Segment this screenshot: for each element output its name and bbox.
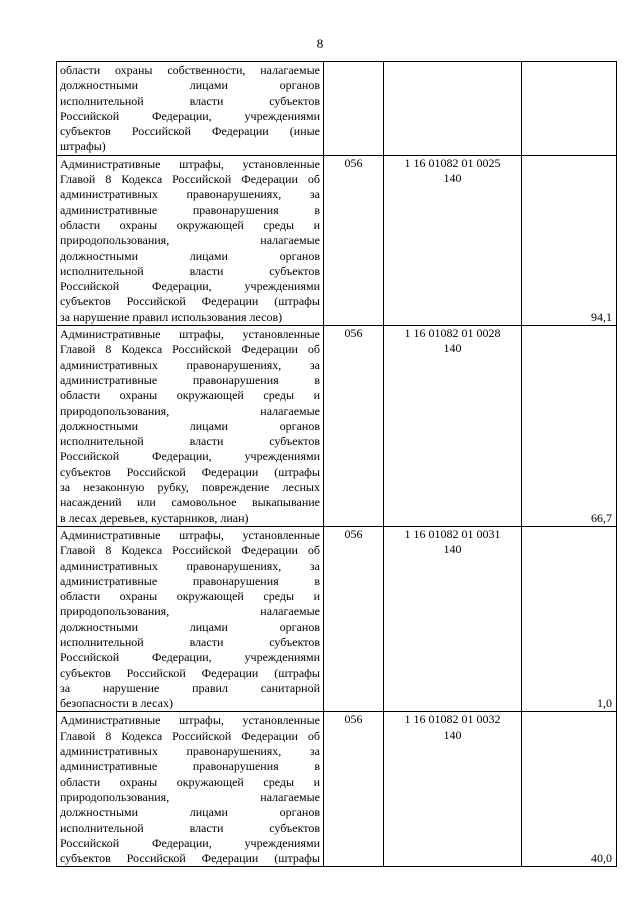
description-line: Главой 8 Кодекса Российской Федерации об xyxy=(60,342,320,357)
description-line: исполнительной власти субъектов xyxy=(60,263,320,278)
budget-code-line: 140 xyxy=(443,542,462,557)
description-line: исполнительной власти субъектов xyxy=(60,434,320,449)
description-line: области охраны окружающей среды и xyxy=(60,388,320,403)
description-line: должностными лицами органов xyxy=(60,418,320,433)
description-line: Административные штрафы, установленные xyxy=(60,327,320,342)
description-line: административные правонарушения в xyxy=(60,202,320,217)
description-line: Российской Федерации, учреждениями xyxy=(60,650,320,665)
description-line: за незаконную рубку, повреждение лесных xyxy=(60,480,320,495)
admin-code-cell xyxy=(324,62,384,156)
table-row xyxy=(57,712,617,867)
description-cell xyxy=(57,62,324,156)
description-cell xyxy=(57,526,324,712)
budget-code-cell xyxy=(384,526,522,712)
description-line: административных правонарушениях, за xyxy=(60,744,320,759)
table-row xyxy=(57,155,617,325)
budget-code-line: 1 16 01082 01 0031 xyxy=(404,526,501,541)
description-line: природопользования, налагаемые xyxy=(60,789,320,804)
table-row xyxy=(57,62,617,156)
description-line: административные правонарушения в xyxy=(60,759,320,774)
description-line: Главой 8 Кодекса Российской Федерации об xyxy=(60,728,320,743)
description-line: за нарушение правил использования лесов) xyxy=(60,309,283,324)
admin-code-cell: 056 xyxy=(324,326,384,527)
description-line: Административные штрафы, установленные xyxy=(60,527,320,542)
description-line: административные правонарушения в xyxy=(60,372,320,387)
admin-code-cell: 056 xyxy=(324,155,384,325)
budget-code-line: 1 16 01082 01 0028 xyxy=(404,326,501,341)
budget-code-line: 140 xyxy=(443,727,462,742)
description-line: штрафы) xyxy=(60,139,106,154)
description-line: насаждений или самовольное выкапывание xyxy=(60,495,320,510)
description-line: исполнительной власти субъектов xyxy=(60,820,320,835)
description-line: исполнительной власти субъектов xyxy=(60,634,320,649)
description-line: области охраны окружающей среды и xyxy=(60,217,320,232)
budget-code-line: 140 xyxy=(443,171,462,186)
description-line: безопасности в лесах) xyxy=(60,696,173,711)
admin-code-cell: 056 xyxy=(324,526,384,712)
budget-code-line: 1 16 01082 01 0025 xyxy=(404,155,501,170)
description-line: Российской Федерации, учреждениями xyxy=(60,835,320,850)
description-line: субъектов Российской Федерации (штрафы xyxy=(60,665,320,680)
description-line: Административные штрафы, установленные xyxy=(60,156,320,171)
admin-code-cell: 056 xyxy=(324,712,384,867)
description-line: природопользования, налагаемые xyxy=(60,403,320,418)
description-line: области охраны окружающей среды и xyxy=(60,774,320,789)
description-line: должностными лицами органов xyxy=(60,78,320,93)
amount-cell: 94,1 xyxy=(522,155,617,325)
description-line: области охраны окружающей среды и xyxy=(60,589,320,604)
budget-code-cell xyxy=(384,712,522,867)
description-line: административные правонарушения в xyxy=(60,573,320,588)
revenue-table xyxy=(56,61,617,867)
description-line: в лесах деревьев, кустарников, лиан) xyxy=(60,510,249,525)
amount-cell: 1,0 xyxy=(522,526,617,712)
budget-code-cell xyxy=(384,62,522,156)
description-line: должностными лицами органов xyxy=(60,248,320,263)
description-line: исполнительной власти субъектов xyxy=(60,93,320,108)
page-number: 8 xyxy=(316,36,324,51)
amount-cell: 40,0 xyxy=(522,712,617,867)
amount-cell xyxy=(522,62,617,156)
description-line: субъектов Российской Федерации (штрафы xyxy=(60,851,320,866)
description-cell xyxy=(57,326,324,527)
description-line: административных правонарушениях, за xyxy=(60,187,320,202)
description-line: административных правонарушениях, за xyxy=(60,357,320,372)
description-cell xyxy=(57,712,324,867)
description-line: должностными лицами органов xyxy=(60,619,320,634)
table-row xyxy=(57,526,617,712)
description-line: субъектов Российской Федерации (штрафы xyxy=(60,294,320,309)
description-line: за нарушение правил санитарной xyxy=(60,680,320,695)
amount-cell: 66,7 xyxy=(522,326,617,527)
description-line: Российской Федерации, учреждениями xyxy=(60,279,320,294)
budget-code-cell xyxy=(384,326,522,527)
description-line: Главой 8 Кодекса Российской Федерации об xyxy=(60,172,320,187)
description-line: Российской Федерации, учреждениями xyxy=(60,449,320,464)
description-line: области охраны собственности, налагаемые xyxy=(60,63,320,77)
description-line: субъектов Российской Федерации (иные xyxy=(60,124,320,139)
budget-code-line: 140 xyxy=(443,341,462,356)
description-line: Административные штрафы, установленные xyxy=(60,713,320,728)
budget-code-line: 1 16 01082 01 0032 xyxy=(404,712,501,727)
description-line: Российской Федерации, учреждениями xyxy=(60,108,320,123)
budget-code-cell xyxy=(384,155,522,325)
description-line: Главой 8 Кодекса Российской Федерации об xyxy=(60,543,320,558)
description-line: субъектов Российской Федерации (штрафы xyxy=(60,464,320,479)
description-line: природопользования, налагаемые xyxy=(60,233,320,248)
description-line: административных правонарушениях, за xyxy=(60,558,320,573)
table-row xyxy=(57,326,617,527)
description-cell xyxy=(57,155,324,325)
description-line: должностными лицами органов xyxy=(60,805,320,820)
description-line: природопользования, налагаемые xyxy=(60,604,320,619)
